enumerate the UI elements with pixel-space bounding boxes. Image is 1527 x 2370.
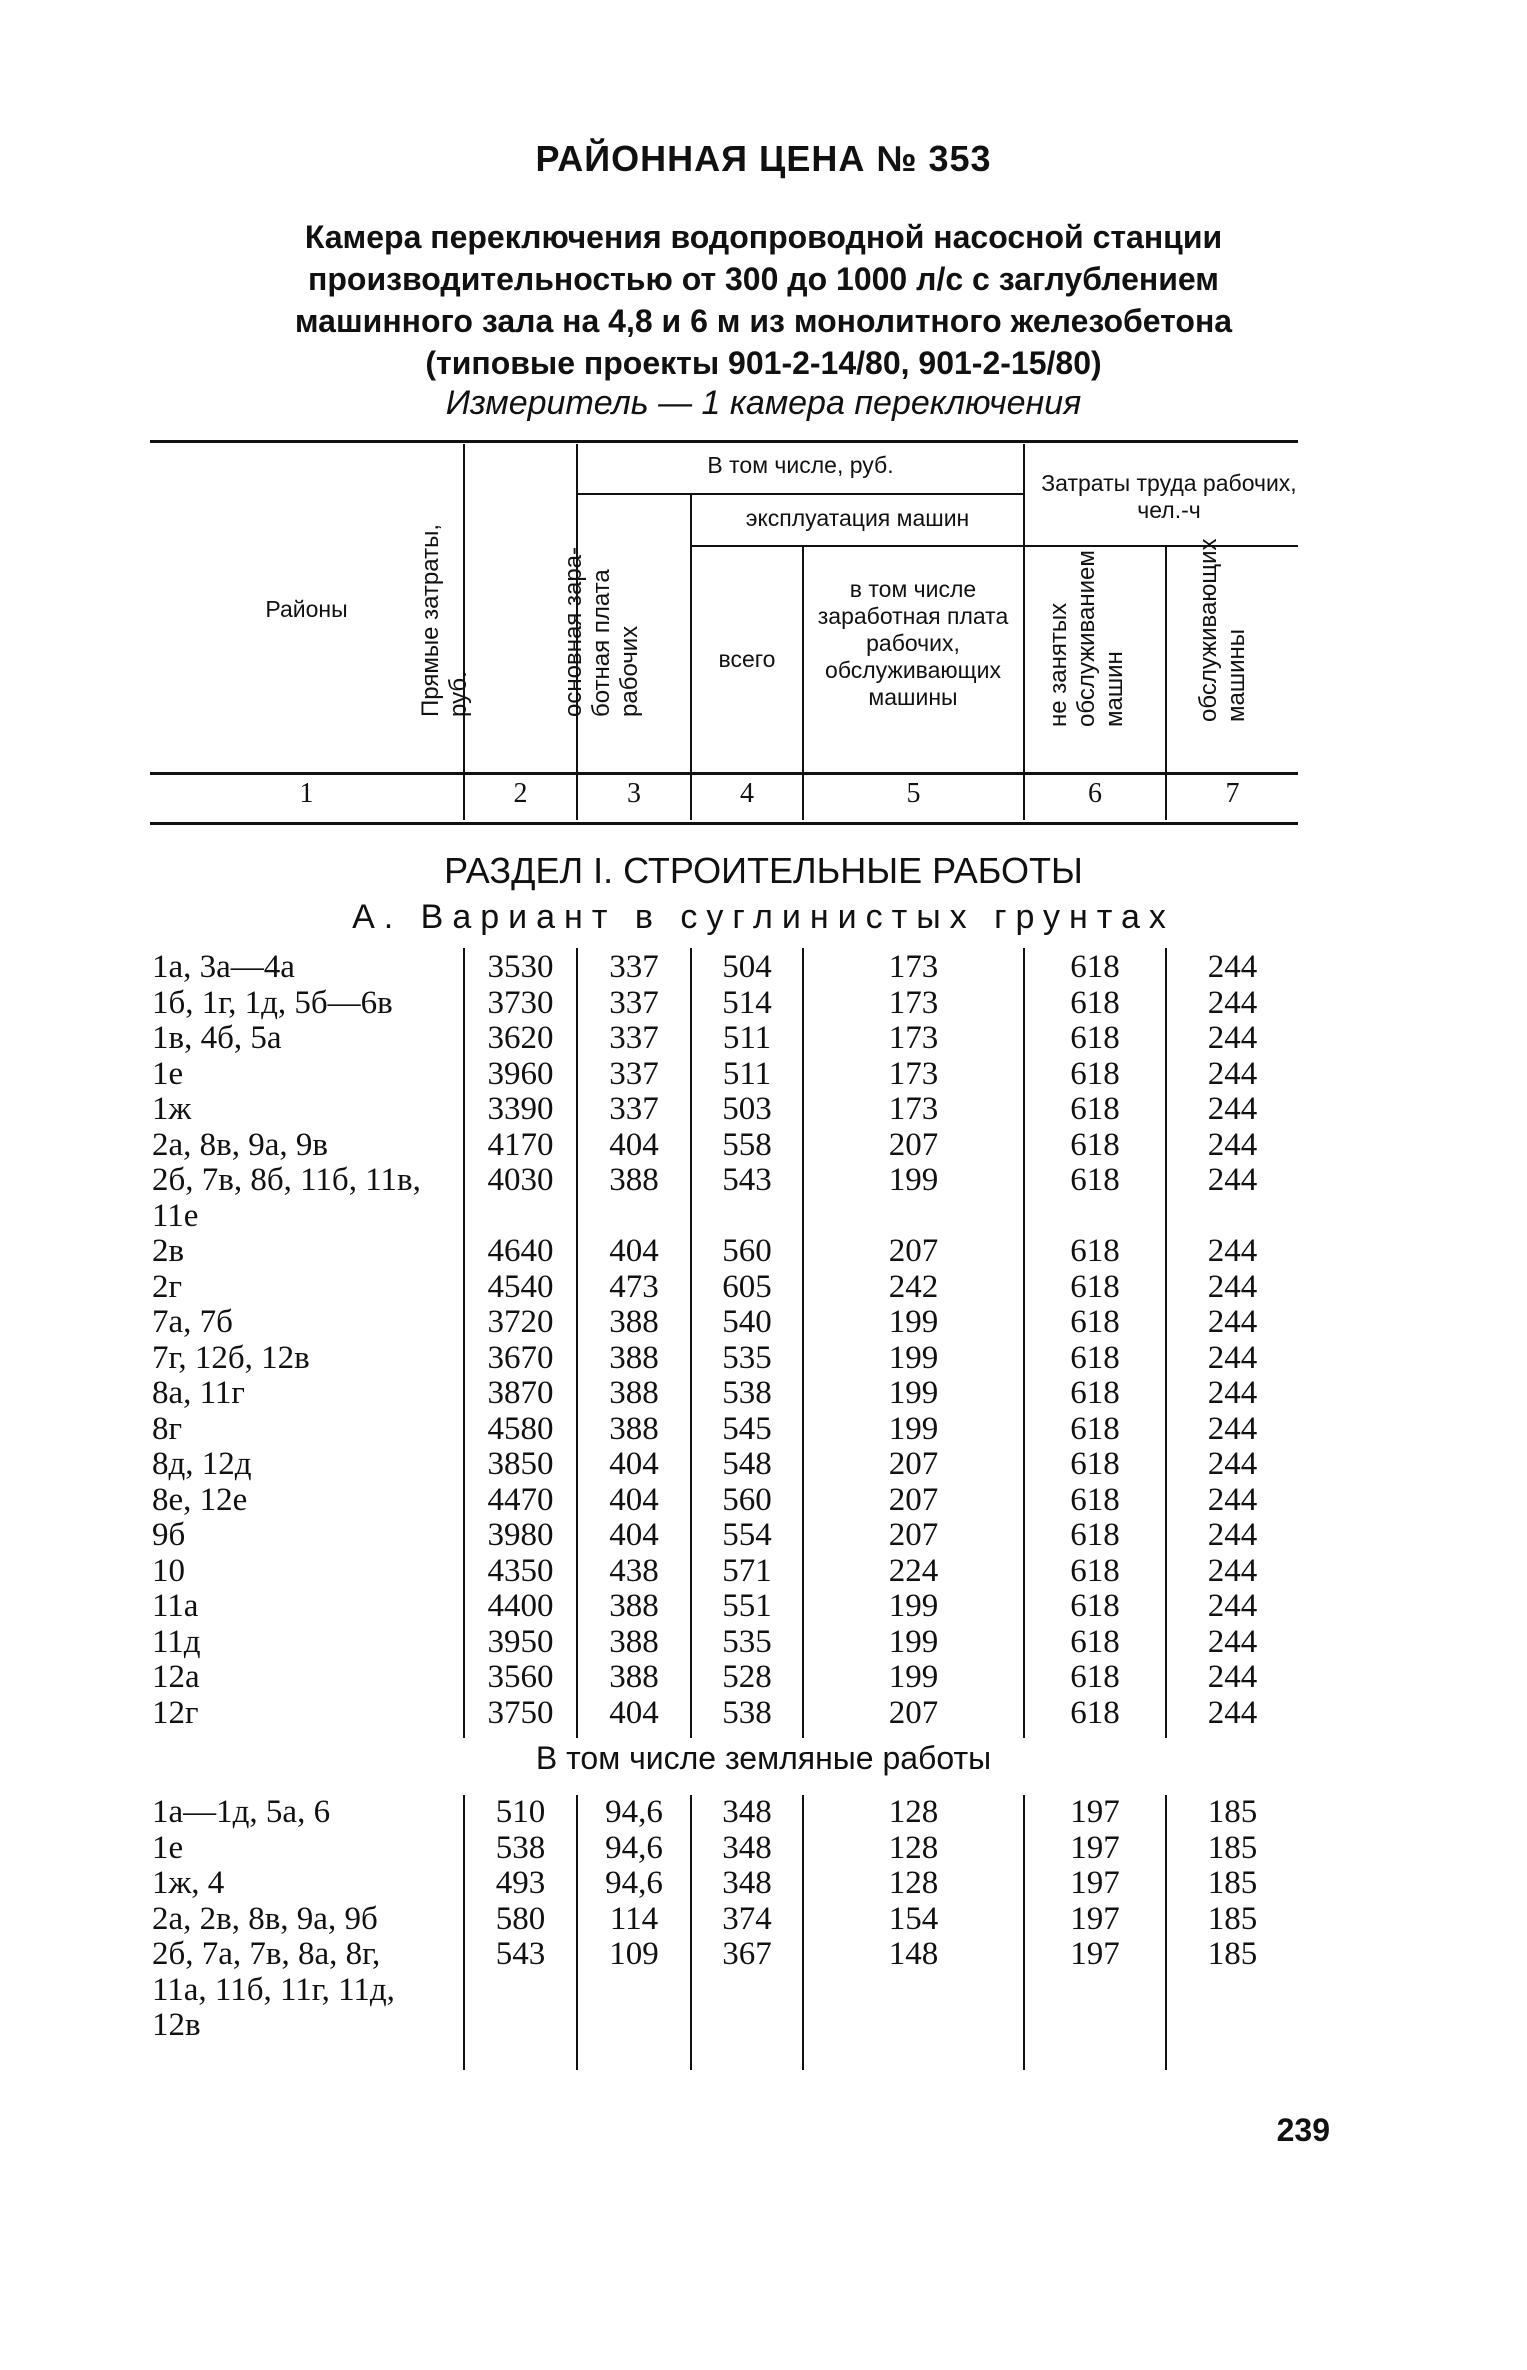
value-cell: 504 xyxy=(722,949,772,985)
subtitle-line: производительностью от 300 до 1000 л/с с заглублением xyxy=(308,261,1219,297)
value-cell: 618 xyxy=(1070,1055,1120,1092)
column-divider xyxy=(1165,1795,1167,2070)
colnum-bottom-rule xyxy=(150,822,1298,825)
column-divider xyxy=(690,948,692,1738)
value-cell: 173 xyxy=(888,1055,939,1092)
value-cell: 244 xyxy=(1207,1552,1258,1589)
measurement-unit: Измеритель — 1 камера переключения xyxy=(445,384,1082,422)
value-cell: 388 xyxy=(609,1162,659,1198)
value-cell: 337 xyxy=(609,1091,659,1127)
table-row xyxy=(0,1973,1527,2008)
value-cell: 3560 xyxy=(487,1659,554,1695)
value-cell: 510 xyxy=(495,1794,546,1830)
column-divider xyxy=(1165,948,1167,1738)
value-cell: 374 xyxy=(722,1900,772,1937)
column-number: 3 xyxy=(627,778,641,809)
table-row xyxy=(0,1305,1527,1340)
value-cell: 551 xyxy=(722,1588,772,1624)
table-row xyxy=(0,950,1527,985)
table-row xyxy=(0,1376,1527,1411)
region-cell: 8г xyxy=(152,1410,183,1447)
value-cell: 548 xyxy=(722,1446,772,1482)
value-cell: 554 xyxy=(722,1517,772,1553)
value-cell: 94,6 xyxy=(605,1829,663,1866)
region-cell: 8а, 11г xyxy=(152,1375,245,1411)
value-cell: 109 xyxy=(609,1936,659,1972)
document-subtitle xyxy=(200,216,1327,384)
value-cell: 244 xyxy=(1207,1304,1258,1340)
value-cell: 244 xyxy=(1207,1410,1258,1447)
value-cell: 404 xyxy=(609,1126,659,1163)
page-number: 239 xyxy=(1276,2112,1330,2148)
value-cell: 528 xyxy=(722,1659,772,1695)
region-cell: 1е xyxy=(152,1055,184,1092)
value-cell: 348 xyxy=(722,1865,772,1901)
column-divider xyxy=(1023,948,1025,1738)
header-labor-costs: Затраты труда рабочих, чел.-ч xyxy=(1041,470,1297,523)
value-cell: 244 xyxy=(1207,1268,1258,1305)
column-number: 7 xyxy=(1225,778,1240,809)
value-cell: 388 xyxy=(609,1623,659,1660)
table-row xyxy=(0,1199,1527,1234)
region-cell: 1в, 4б, 5а xyxy=(152,1020,282,1056)
value-cell: 618 xyxy=(1070,1091,1120,1127)
region-cell: 11а xyxy=(152,1588,199,1624)
value-cell: 185 xyxy=(1207,1936,1258,1972)
value-cell: 580 xyxy=(495,1900,546,1937)
value-cell: 244 xyxy=(1207,1446,1258,1482)
value-cell: 244 xyxy=(1207,949,1258,985)
value-cell: 337 xyxy=(609,949,659,985)
value-cell: 3950 xyxy=(487,1623,554,1660)
value-cell: 618 xyxy=(1070,1020,1120,1056)
value-cell: 618 xyxy=(1070,1694,1120,1731)
value-cell: 244 xyxy=(1207,1126,1258,1163)
value-cell: 242 xyxy=(888,1268,939,1305)
value-cell: 154 xyxy=(888,1900,939,1937)
table-row xyxy=(0,1341,1527,1376)
region-cell: 1е xyxy=(152,1829,184,1866)
value-cell: 199 xyxy=(888,1410,939,1447)
value-cell: 511 xyxy=(722,1020,772,1056)
region-cell: 2а, 8в, 9а, 9в xyxy=(152,1126,328,1163)
value-cell: 207 xyxy=(888,1446,939,1482)
value-cell: 173 xyxy=(888,1020,939,1056)
table-row xyxy=(0,1483,1527,1518)
column-divider xyxy=(802,948,804,1738)
value-cell: 197 xyxy=(1070,1865,1120,1901)
value-cell: 560 xyxy=(722,1481,772,1518)
value-cell: 173 xyxy=(888,1091,939,1127)
value-cell: 618 xyxy=(1070,1481,1120,1518)
table-row xyxy=(0,1937,1527,1972)
value-cell: 94,6 xyxy=(605,1794,663,1830)
value-cell: 388 xyxy=(609,1588,659,1624)
value-cell: 545 xyxy=(722,1410,772,1447)
column-number: 6 xyxy=(1088,778,1102,809)
value-cell: 560 xyxy=(722,1233,772,1269)
table-row xyxy=(0,1021,1527,1056)
column-number: 2 xyxy=(513,778,528,809)
value-cell: 618 xyxy=(1070,1517,1120,1553)
value-cell: 538 xyxy=(495,1829,546,1866)
value-cell: 148 xyxy=(888,1936,939,1972)
value-cell: 3530 xyxy=(487,949,554,985)
value-cell: 197 xyxy=(1070,1900,1120,1937)
value-cell: 199 xyxy=(888,1162,939,1198)
header-base-wage: основная зара-ботная плата рабочих xyxy=(560,546,643,717)
col-divider xyxy=(1023,444,1025,820)
value-cell: 185 xyxy=(1207,1865,1258,1901)
table-row xyxy=(0,1163,1527,1198)
region-cell: 2в xyxy=(152,1233,185,1269)
table-row xyxy=(0,1270,1527,1305)
header-bottom-rule xyxy=(150,772,1298,775)
region-cell: 12г xyxy=(152,1694,199,1731)
region-cell: 8д, 12д xyxy=(152,1446,252,1482)
region-cell: 2а, 2в, 8в, 9а, 9б xyxy=(152,1900,378,1937)
value-cell: 207 xyxy=(888,1481,939,1518)
region-cell: 11а, 11б, 11г, 11д, xyxy=(152,1971,395,2008)
table-row xyxy=(0,1696,1527,1731)
value-cell: 173 xyxy=(888,984,939,1021)
table-row xyxy=(0,1795,1527,1830)
region-cell: 11е xyxy=(152,1197,199,1234)
header-including-rub: В том числе, руб. xyxy=(707,452,894,478)
value-cell: 4170 xyxy=(487,1126,554,1163)
value-cell: 207 xyxy=(888,1233,939,1269)
value-cell: 185 xyxy=(1207,1829,1258,1866)
value-cell: 244 xyxy=(1207,1659,1258,1695)
table-row xyxy=(0,1625,1527,1660)
value-cell: 348 xyxy=(722,1794,772,1830)
value-cell: 404 xyxy=(609,1694,659,1731)
value-cell: 244 xyxy=(1207,1055,1258,1092)
value-cell: 3750 xyxy=(487,1694,554,1731)
value-cell: 199 xyxy=(888,1623,939,1660)
table-row xyxy=(0,2008,1527,2043)
header-total: всего xyxy=(718,646,776,672)
subtitle-line: (типовые проекты 901-2-14/80, 901-2-15/80) xyxy=(425,345,1102,381)
region-cell: 12в xyxy=(152,2007,201,2043)
table-row xyxy=(0,1660,1527,1695)
value-cell: 207 xyxy=(888,1126,939,1163)
header-servicing: обслуживающих машины xyxy=(1195,538,1250,722)
value-cell: 3620 xyxy=(487,1020,554,1056)
column-divider xyxy=(576,1795,578,2070)
column-divider xyxy=(463,948,465,1738)
value-cell: 540 xyxy=(722,1304,772,1340)
table-row xyxy=(0,1412,1527,1447)
region-cell: 11д xyxy=(152,1623,201,1660)
value-cell: 618 xyxy=(1070,1339,1120,1376)
earthworks-title: В том числе земляные работы xyxy=(535,1740,992,1776)
value-cell: 197 xyxy=(1070,1936,1120,1972)
header-incl-wage: в том числе заработная плата рабочих, обслуживающих машины xyxy=(817,576,1009,710)
column-divider xyxy=(576,948,578,1738)
value-cell: 618 xyxy=(1070,1268,1120,1305)
value-cell: 4470 xyxy=(487,1481,554,1518)
value-cell: 3870 xyxy=(487,1375,554,1411)
section-title: РАЗДЕЛ I. СТРОИТЕЛЬНЫЕ РАБОТЫ xyxy=(444,850,1083,891)
value-cell: 4640 xyxy=(487,1233,554,1269)
value-cell: 618 xyxy=(1070,984,1120,1021)
value-cell: 535 xyxy=(722,1339,772,1376)
value-cell: 404 xyxy=(609,1233,659,1269)
column-divider xyxy=(1023,1795,1025,2070)
region-cell: 1б, 1г, 1д, 5б—6в xyxy=(152,984,393,1021)
value-cell: 244 xyxy=(1207,984,1258,1021)
value-cell: 543 xyxy=(495,1936,546,1972)
value-cell: 3390 xyxy=(487,1091,554,1127)
column-divider xyxy=(690,1795,692,2070)
value-cell: 128 xyxy=(888,1865,939,1901)
value-cell: 199 xyxy=(888,1588,939,1624)
value-cell: 3960 xyxy=(487,1055,554,1092)
value-cell: 244 xyxy=(1207,1339,1258,1376)
table-row xyxy=(0,1092,1527,1127)
column-number: 4 xyxy=(740,778,754,809)
region-cell: 1а—1д, 5а, 6 xyxy=(152,1794,331,1830)
region-cell: 7г, 12б, 12в xyxy=(152,1339,310,1376)
value-cell: 367 xyxy=(722,1936,772,1972)
value-cell: 244 xyxy=(1207,1481,1258,1518)
region-cell: 1а, 3а—4а xyxy=(152,949,295,985)
table-row xyxy=(0,1518,1527,1553)
value-cell: 337 xyxy=(609,1020,659,1056)
variant-title: А. Вариант в суглинистых грунтах xyxy=(352,898,1175,936)
value-cell: 173 xyxy=(888,949,939,985)
table-row xyxy=(0,1554,1527,1589)
region-cell: 2б, 7а, 7в, 8а, 8г, xyxy=(152,1936,381,1972)
table-row xyxy=(0,986,1527,1021)
value-cell: 244 xyxy=(1207,1517,1258,1553)
value-cell: 538 xyxy=(722,1375,772,1411)
column-divider xyxy=(463,1795,465,2070)
subtitle-line: машинного зала на 4,8 и 6 м из монолитного железобетона xyxy=(294,303,1233,339)
value-cell: 538 xyxy=(722,1694,772,1731)
value-cell: 473 xyxy=(609,1268,659,1305)
value-cell: 207 xyxy=(888,1517,939,1553)
value-cell: 244 xyxy=(1207,1375,1258,1411)
value-cell: 244 xyxy=(1207,1020,1258,1056)
region-cell: 10 xyxy=(152,1552,185,1589)
column-number: 1 xyxy=(299,778,314,809)
value-cell: 114 xyxy=(609,1900,659,1937)
value-cell: 535 xyxy=(722,1623,772,1660)
value-cell: 197 xyxy=(1070,1794,1120,1830)
value-cell: 404 xyxy=(609,1481,659,1518)
value-cell: 618 xyxy=(1070,1410,1120,1447)
table-row xyxy=(0,1447,1527,1482)
value-cell: 3720 xyxy=(487,1304,554,1340)
value-cell: 618 xyxy=(1070,1623,1120,1660)
value-cell: 618 xyxy=(1070,1588,1120,1624)
header-machine-operation: эксплуатация машин xyxy=(745,505,970,531)
value-cell: 618 xyxy=(1070,1162,1120,1198)
value-cell: 404 xyxy=(609,1446,659,1482)
value-cell: 199 xyxy=(888,1339,939,1376)
value-cell: 558 xyxy=(722,1126,772,1163)
value-cell: 185 xyxy=(1207,1900,1258,1937)
value-cell: 3980 xyxy=(487,1517,554,1553)
value-cell: 128 xyxy=(888,1829,939,1866)
value-cell: 618 xyxy=(1070,1304,1120,1340)
column-number: 5 xyxy=(906,778,921,809)
value-cell: 4030 xyxy=(487,1162,554,1198)
table-row xyxy=(0,1831,1527,1866)
value-cell: 4350 xyxy=(487,1552,554,1589)
value-cell: 388 xyxy=(609,1410,659,1447)
value-cell: 199 xyxy=(888,1375,939,1411)
value-cell: 244 xyxy=(1207,1233,1258,1269)
table-row xyxy=(0,1902,1527,1937)
value-cell: 404 xyxy=(609,1517,659,1553)
region-cell: 7а, 7б xyxy=(152,1304,233,1340)
value-cell: 618 xyxy=(1070,1126,1120,1163)
table-row xyxy=(0,1128,1527,1163)
region-cell: 1ж, 4 xyxy=(152,1865,225,1901)
value-cell: 244 xyxy=(1207,1588,1258,1624)
value-cell: 514 xyxy=(722,984,772,1021)
value-cell: 3850 xyxy=(487,1446,554,1482)
value-cell: 618 xyxy=(1070,1659,1120,1695)
table-row xyxy=(0,1589,1527,1624)
value-cell: 244 xyxy=(1207,1162,1258,1198)
value-cell: 244 xyxy=(1207,1623,1258,1660)
region-cell: 8е, 12е xyxy=(152,1481,248,1518)
value-cell: 337 xyxy=(609,984,659,1021)
value-cell: 197 xyxy=(1070,1829,1120,1866)
header-not-servicing: не занятых обслуживанием машин xyxy=(1045,550,1128,727)
region-cell: 2г xyxy=(152,1268,183,1305)
value-cell: 128 xyxy=(888,1794,939,1830)
header-direct-costs: Прямые затраты, руб. xyxy=(417,524,472,717)
value-cell: 207 xyxy=(888,1694,939,1731)
value-cell: 3670 xyxy=(487,1339,554,1376)
header-rule-including xyxy=(578,493,1023,495)
table-row xyxy=(0,1866,1527,1901)
value-cell: 618 xyxy=(1070,1233,1120,1269)
value-cell: 348 xyxy=(722,1829,772,1866)
subtitle-line: Камера переключения водопроводной насосной станции xyxy=(304,219,1223,255)
value-cell: 543 xyxy=(722,1162,772,1198)
region-cell: 12а xyxy=(152,1659,200,1695)
region-cell: 1ж xyxy=(152,1091,192,1127)
value-cell: 618 xyxy=(1070,1446,1120,1482)
header-regions: Районы xyxy=(265,596,348,622)
value-cell: 618 xyxy=(1070,1375,1120,1411)
value-cell: 388 xyxy=(609,1659,659,1695)
region-cell: 2б, 7в, 8б, 11б, 11в, xyxy=(152,1162,421,1198)
value-cell: 511 xyxy=(722,1055,772,1092)
value-cell: 4540 xyxy=(487,1268,554,1305)
table-row xyxy=(0,1057,1527,1092)
value-cell: 388 xyxy=(609,1339,659,1376)
value-cell: 388 xyxy=(609,1304,659,1340)
value-cell: 199 xyxy=(888,1304,939,1340)
value-cell: 4580 xyxy=(487,1410,554,1447)
value-cell: 493 xyxy=(495,1865,546,1901)
value-cell: 224 xyxy=(888,1552,939,1589)
table-row xyxy=(0,1234,1527,1269)
page-title: РАЙОННАЯ ЦЕНА № 353 xyxy=(535,138,992,179)
value-cell: 337 xyxy=(609,1055,659,1092)
value-cell: 244 xyxy=(1207,1694,1258,1731)
value-cell: 605 xyxy=(722,1268,772,1305)
value-cell: 503 xyxy=(722,1091,772,1127)
value-cell: 244 xyxy=(1207,1091,1258,1127)
value-cell: 185 xyxy=(1207,1794,1258,1830)
region-cell: 9б xyxy=(152,1517,186,1553)
value-cell: 94,6 xyxy=(605,1865,663,1901)
value-cell: 571 xyxy=(722,1552,772,1589)
value-cell: 3730 xyxy=(487,984,554,1021)
value-cell: 4400 xyxy=(487,1588,554,1624)
header-top-rule xyxy=(150,440,1298,443)
column-divider xyxy=(802,1795,804,2070)
value-cell: 618 xyxy=(1070,949,1120,985)
value-cell: 438 xyxy=(609,1552,659,1589)
value-cell: 618 xyxy=(1070,1552,1120,1589)
value-cell: 388 xyxy=(609,1375,659,1411)
value-cell: 199 xyxy=(888,1659,939,1695)
